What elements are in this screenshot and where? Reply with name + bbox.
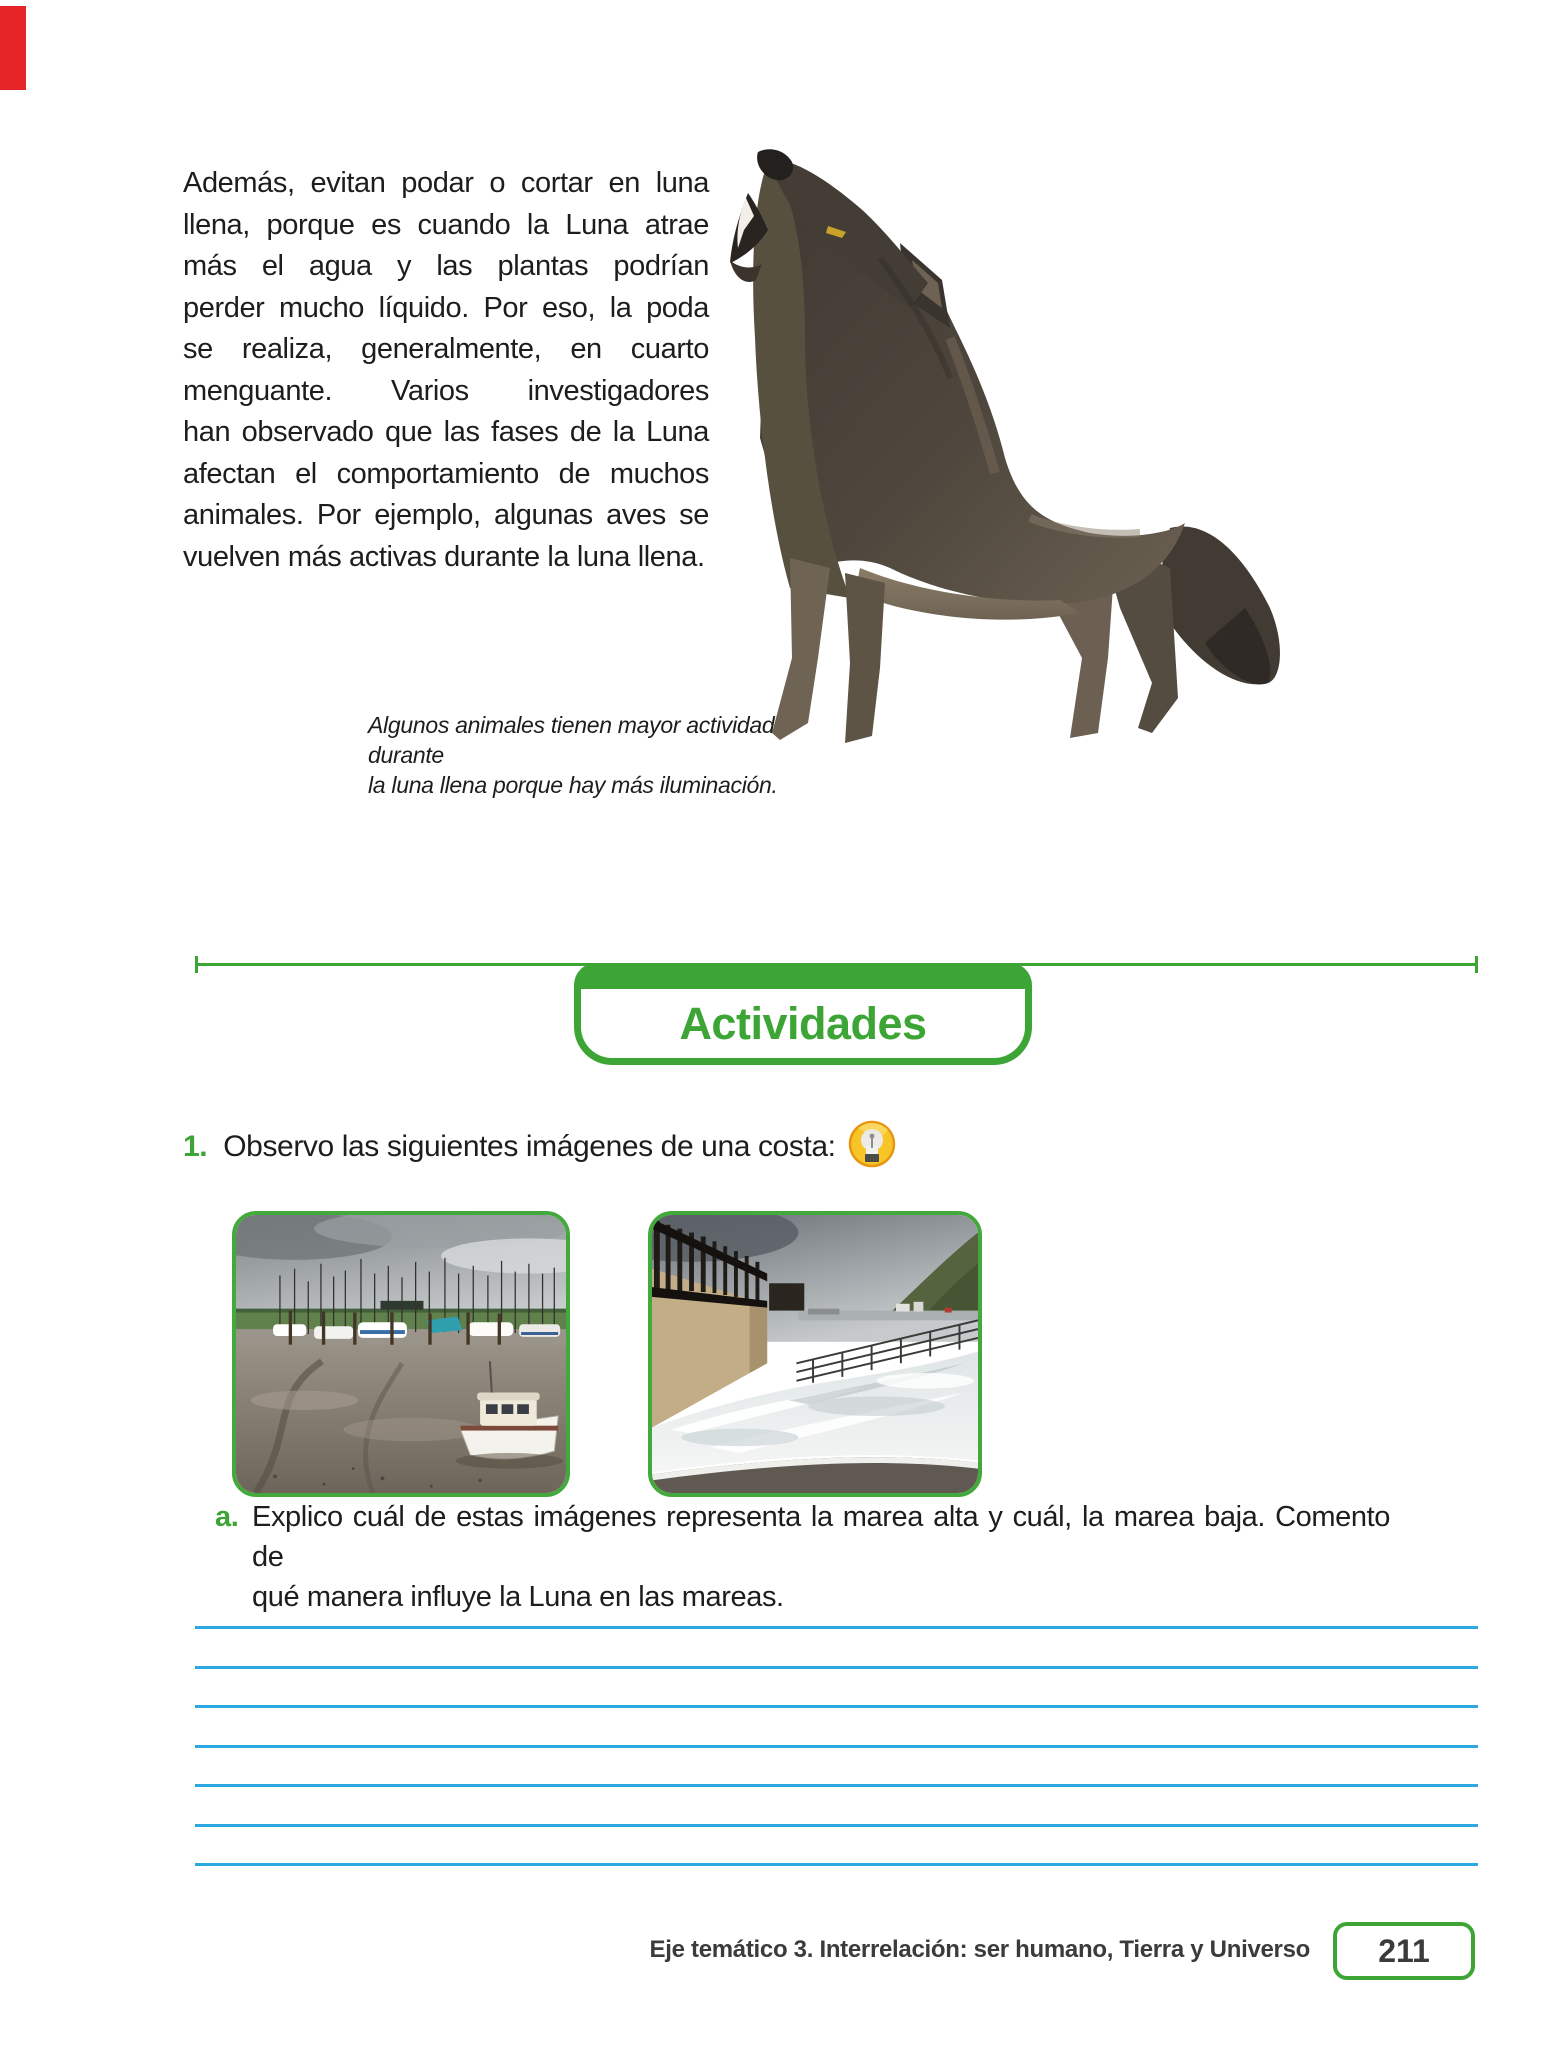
answer-line xyxy=(195,1824,1478,1827)
page-number: 211 xyxy=(1378,1932,1430,1969)
answer-line xyxy=(195,1705,1478,1708)
answer-line xyxy=(195,1626,1478,1629)
activity-1-number: 1. xyxy=(183,1130,208,1163)
divider-right-tick xyxy=(1475,956,1478,973)
footer-text: Eje temático 3. Interrelación: ser humano, Tierra y Universo xyxy=(649,1936,1310,1963)
caption-line: Algunos animales tienen mayor actividad durante xyxy=(368,712,775,768)
activity-1 xyxy=(183,1126,1383,1168)
low-tide-scene xyxy=(236,1215,566,1493)
answer-line xyxy=(195,1745,1478,1748)
paragraph-line: más el agua y las plantas podrían xyxy=(183,250,709,282)
high-tide-waves-photo xyxy=(648,1211,982,1497)
paragraph-line: han observado que las fases de la Luna xyxy=(183,416,709,448)
answer-line xyxy=(195,1863,1478,1866)
caption-line: la luna llena porque hay más iluminación. xyxy=(368,772,778,798)
intro-paragraph xyxy=(183,163,709,578)
divider-left-tick xyxy=(195,956,198,973)
paragraph-line: se realiza, generalmente, en cuarto xyxy=(183,333,709,365)
item-a-marker: a. xyxy=(215,1501,239,1533)
red-edge-tab xyxy=(0,6,26,90)
item-a-line2: qué manera influye la Luna en las mareas. xyxy=(252,1581,784,1613)
paragraph-line: menguante. Varios investigadores xyxy=(183,374,709,407)
wolf-illustration xyxy=(700,138,1285,748)
item-a-line1: Explico cuál de estas imágenes representa la marea alta y cuál, la marea baja. Comento de xyxy=(252,1501,1390,1573)
answer-line xyxy=(195,1666,1478,1669)
paragraph-line: animales. Por ejemplo, algunas aves se xyxy=(183,499,709,531)
answer-lines xyxy=(195,1626,1478,1903)
paragraph-line: Además, evitan podar o cortar en luna xyxy=(183,167,709,199)
page-number-box xyxy=(1333,1922,1475,1980)
paragraph-line: afectan el comportamiento de muchos xyxy=(183,457,709,490)
wolf-caption xyxy=(368,710,828,800)
activities-banner xyxy=(574,963,1032,1065)
activities-banner-label: Actividades xyxy=(679,997,927,1049)
lightbulb-icon xyxy=(848,1118,896,1168)
paragraph-line: llena, porque es cuando la Luna atrae xyxy=(183,208,709,241)
high-tide-scene xyxy=(652,1215,978,1493)
answer-line xyxy=(195,1784,1478,1787)
activity-1-text: Observo las siguientes imágenes de una costa: xyxy=(223,1130,836,1163)
low-tide-harbor-photo xyxy=(232,1211,570,1497)
howling-wolf-photo xyxy=(700,138,1285,750)
paragraph-line: perder mucho líquido. Por eso, la poda xyxy=(183,291,709,324)
paragraph-line: vuelven más activas durante la luna llena. xyxy=(183,540,705,573)
item-a xyxy=(215,1497,1390,1617)
